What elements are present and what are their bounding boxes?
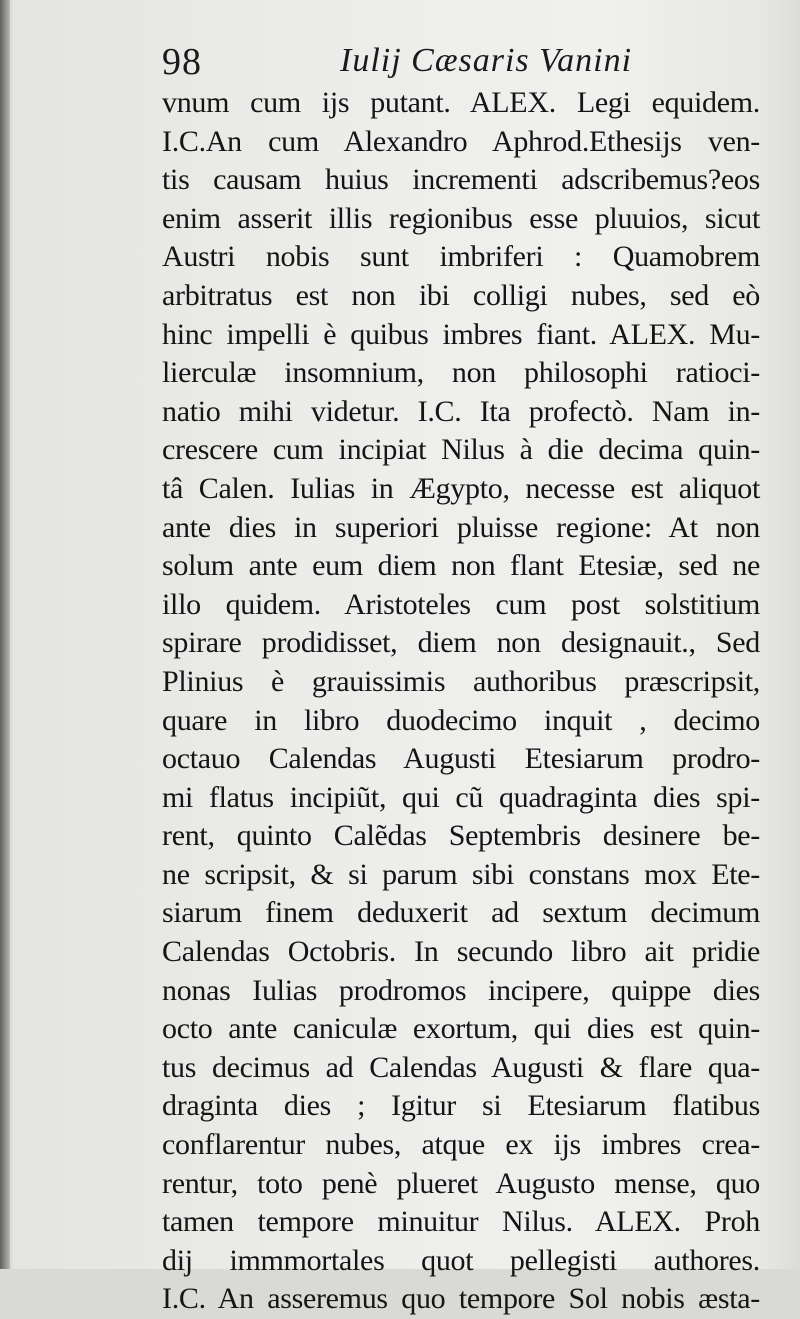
text-line: enim asserit illis regionibus esse pluuios, sicut [162,201,760,235]
text-line: arbitratus est non ibi colligi nubes, sed eò [162,278,760,312]
text-line: tis causam huius incrementi adscribemus?eos [162,163,760,197]
text-line: ne scripsit, & si parum sibi constans mox Ete- [162,857,760,891]
text-line: solum ante eum diem non flant Etesiæ, sed ne [162,549,760,583]
text-line: I.C.An cum Alexandro Aphrod.Ethesijs ven- [162,124,760,158]
text-line: rentur, toto penè plueret Augusto mense, quo [162,1166,760,1200]
page-gutter [0,0,10,1269]
page-number: 98 [162,41,202,83]
text-line: siarum finem deduxerit ad sextum decimum [162,896,760,930]
text-line: Plinius è grauissimis authoribus præscripsit, [162,664,760,698]
text-line: mi flatus incipiũt, qui cũ quadraginta dies spi- [162,780,760,814]
text-line: hinc impelli è quibus imbres fiant. ALEX. Mu- [162,317,760,351]
text-line: draginta dies ; Igitur si Etesiarum flatibus [162,1089,760,1123]
text-line: dij immmortales quot pellegisti authores. [162,1243,760,1277]
body-text [162,84,760,1319]
running-head: Iulij Cæsaris Vanini [340,42,633,79]
text-line: ante dies in superiori pluisse regione: At non [162,510,760,544]
text-line: tâ Calen. Iulias in Ægypto, necesse est aliquot [162,471,760,505]
page-header [162,38,762,88]
text-line: illo quidem. Aristoteles cum post solstitium [162,587,760,621]
text-line: Calendas Octobris. In secundo libro ait pridie [162,935,760,969]
text-line: quare in libro duodecimo inquit , decimo [162,703,760,737]
text-line: I.C. An asseremus quo tempore Sol nobis æsta- [162,1282,760,1316]
text-line: crescere cum incipiat Nilus à die decima quin- [162,433,760,467]
text-line: conflarentur nubes, atque ex ijs imbres crea- [162,1128,760,1162]
text-line: rent, quinto Calẽdas Septembris desinere be- [162,819,760,853]
text-line: tus decimus ad Calendas Augusti & flare qua- [162,1050,760,1084]
text-line: tamen tempore minuitur Nilus. ALEX. Proh [162,1205,760,1239]
text-line: octo ante caniculæ exortum, qui dies est quin- [162,1012,760,1046]
text-line: Austri nobis sunt imbriferi : Quamobrem [162,240,760,274]
text-line: lierculæ insomnium, non philosophi ratioci- [162,356,760,390]
text-line: spirare prodidisset, diem non designauit., Sed [162,626,760,660]
text-line: nonas Iulias prodromos incipere, quippe dies [162,973,760,1007]
text-line: natio mihi videtur. I.C. Ita profectò. Nam in- [162,394,760,428]
text-line: vnum cum ijs putant. ALEX. Legi equidem. [162,86,760,119]
text-line: octauo Calendas Augusti Etesiarum prodro- [162,742,760,776]
